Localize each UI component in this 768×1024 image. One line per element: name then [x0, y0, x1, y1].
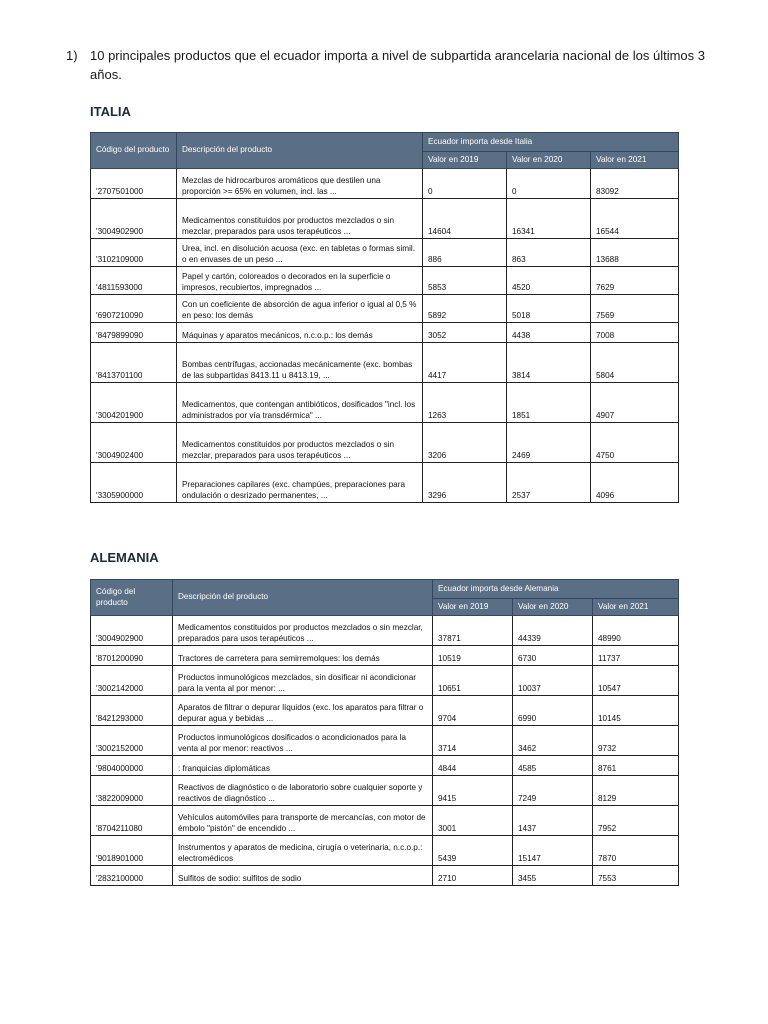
header-code: Código del producto [91, 133, 177, 169]
cell-code: '3004902900 [91, 199, 177, 239]
cell-value-2020: 15147 [513, 836, 593, 866]
cell-value-2020: 4438 [507, 323, 591, 343]
section-title-italia: ITALIA [90, 104, 131, 119]
cell-description: Medicamentos constituidos por productos mezclados o sin mezclar, preparados para usos terapéuticos ... [173, 616, 433, 646]
table-row [91, 423, 679, 463]
cell-code: '6907210090 [91, 295, 177, 323]
cell-value-2020: 5018 [507, 295, 591, 323]
cell-description: Reactivos de diagnóstico o de laboratorio sobre cualquier soporte y reactivos de diagnóstico ... [173, 776, 433, 806]
cell-value-2020: 10037 [513, 666, 593, 696]
cell-description: Sulfitos de sodio: sulfitos de sodio [173, 866, 433, 886]
header-description: Descripción del producto [177, 133, 423, 169]
table-row [91, 696, 679, 726]
cell-value-2020: 4585 [513, 756, 593, 776]
cell-code: '3002142000 [91, 666, 173, 696]
cell-code: '4811593000 [91, 267, 177, 295]
cell-description: Máquinas y aparatos mecánicos, n.c.o.p.: los demás [177, 323, 423, 343]
cell-value-2021: 8761 [593, 756, 679, 776]
cell-code: '3102109000 [91, 239, 177, 267]
header-2020: Valor en 2020 [507, 152, 591, 169]
cell-value-2019: 5439 [433, 836, 513, 866]
cell-value-2019: 10519 [433, 646, 513, 666]
cell-description: Vehículos automóviles para transporte de mercancías, con motor de émbolo "pistón" de encendido ... [173, 806, 433, 836]
cell-value-2020: 6990 [513, 696, 593, 726]
cell-description: Medicamentos, que contengan antibióticos, dosificados "incl. los administrados por vía transdérmica" ... [177, 383, 423, 423]
cell-code: '3822009000 [91, 776, 173, 806]
cell-value-2021: 13688 [591, 239, 679, 267]
table-row [91, 616, 679, 646]
cell-value-2020: 16341 [507, 199, 591, 239]
cell-description: Tractores de carretera para semirremolques: los demás [173, 646, 433, 666]
cell-code: '8413701100 [91, 343, 177, 383]
table-row [91, 726, 679, 756]
table-row [91, 463, 679, 503]
cell-value-2021: 9732 [593, 726, 679, 756]
question [66, 46, 706, 84]
cell-value-2019: 5892 [423, 295, 507, 323]
table-row [91, 646, 679, 666]
cell-value-2021: 8129 [593, 776, 679, 806]
cell-value-2021: 11737 [593, 646, 679, 666]
cell-code: '9804000000 [91, 756, 173, 776]
cell-value-2020: 0 [507, 169, 591, 199]
cell-value-2020: 2469 [507, 423, 591, 463]
table-row [91, 323, 679, 343]
cell-value-2021: 7870 [593, 836, 679, 866]
cell-code: '8421293000 [91, 696, 173, 726]
cell-code: '9018901000 [91, 836, 173, 866]
cell-code: '8704211080 [91, 806, 173, 836]
cell-description: Preparaciones capilares (exc. champúes, preparaciones para ondulación o desrizado permanentes, ... [177, 463, 423, 503]
cell-value-2019: 3052 [423, 323, 507, 343]
question-text: 10 principales productos que el ecuador importa a nivel de subpartida arancelaria nacional de los últimos 3 años. [90, 48, 705, 82]
table-row [91, 239, 679, 267]
cell-description: Urea, incl. en disolución acuosa (exc. en tabletas o formas simil. o en envases de un peso ... [177, 239, 423, 267]
header-2019: Valor en 2019 [433, 599, 513, 616]
cell-code: '8701200090 [91, 646, 173, 666]
cell-value-2020: 44339 [513, 616, 593, 646]
header-code: Código del producto [91, 580, 173, 616]
cell-value-2019: 9415 [433, 776, 513, 806]
cell-value-2019: 0 [423, 169, 507, 199]
cell-code: '2707501000 [91, 169, 177, 199]
header-2021: Valor en 2021 [591, 152, 679, 169]
header-row [91, 133, 679, 152]
cell-value-2020: 4520 [507, 267, 591, 295]
cell-code: '3004902900 [91, 616, 173, 646]
cell-code: '3004201900 [91, 383, 177, 423]
table-row [91, 806, 679, 836]
cell-value-2019: 5853 [423, 267, 507, 295]
table-row [91, 383, 679, 423]
table-row [91, 666, 679, 696]
cell-description: Bombas centrífugas, accionadas mecánicamente (exc. bombas de las subpartidas 8413.11 u 8413.19, ... [177, 343, 423, 383]
cell-value-2019: 4417 [423, 343, 507, 383]
cell-value-2020: 6730 [513, 646, 593, 666]
cell-value-2019: 2710 [433, 866, 513, 886]
cell-description: Aparatos de filtrar o depurar líquidos (exc. los aparatos para filtrar o depurar agua y bebidas ... [173, 696, 433, 726]
cell-value-2019: 1263 [423, 383, 507, 423]
cell-value-2019: 9704 [433, 696, 513, 726]
section-title-alemania: ALEMANIA [90, 550, 159, 565]
header-2020: Valor en 2020 [513, 599, 593, 616]
cell-code: '3305900000 [91, 463, 177, 503]
table-row [91, 866, 679, 886]
header-row [91, 580, 679, 599]
cell-value-2021: 4907 [591, 383, 679, 423]
header-2021: Valor en 2021 [593, 599, 679, 616]
cell-value-2020: 3814 [507, 343, 591, 383]
cell-value-2019: 3001 [433, 806, 513, 836]
cell-value-2020: 7249 [513, 776, 593, 806]
cell-description: Productos inmunológicos dosificados o acondicionados para la venta al por menor: reactivos ... [173, 726, 433, 756]
cell-code: '3002152000 [91, 726, 173, 756]
cell-value-2020: 2537 [507, 463, 591, 503]
cell-description: Medicamentos constituidos por productos mezclados o sin mezclar, preparados para usos terapéuticos ... [177, 199, 423, 239]
cell-description: : franquicias diplomáticas [173, 756, 433, 776]
cell-code: '3004902400 [91, 423, 177, 463]
cell-value-2021: 16544 [591, 199, 679, 239]
cell-value-2020: 1437 [513, 806, 593, 836]
cell-value-2019: 4844 [433, 756, 513, 776]
cell-value-2019: 10651 [433, 666, 513, 696]
cell-description: Medicamentos constituidos por productos mezclados o sin mezclar, preparados para usos terapéuticos ... [177, 423, 423, 463]
cell-value-2019: 3296 [423, 463, 507, 503]
cell-code: '8479899090 [91, 323, 177, 343]
header-2019: Valor en 2019 [423, 152, 507, 169]
cell-code: '2832100000 [91, 866, 173, 886]
table-row [91, 836, 679, 866]
cell-value-2020: 1851 [507, 383, 591, 423]
cell-value-2021: 7629 [591, 267, 679, 295]
cell-value-2021: 7553 [593, 866, 679, 886]
table-row [91, 199, 679, 239]
cell-value-2021: 83092 [591, 169, 679, 199]
cell-value-2021: 4750 [591, 423, 679, 463]
cell-value-2021: 7952 [593, 806, 679, 836]
table-row [91, 267, 679, 295]
cell-value-2019: 3206 [423, 423, 507, 463]
cell-value-2021: 4096 [591, 463, 679, 503]
header-group: Ecuador importa desde Italia [423, 133, 679, 152]
cell-value-2021: 10547 [593, 666, 679, 696]
cell-value-2020: 3462 [513, 726, 593, 756]
cell-value-2021: 5804 [591, 343, 679, 383]
cell-value-2019: 37871 [433, 616, 513, 646]
cell-description: Papel y cartón, coloreados o decorados en la superficie o impresos, recubiertos, impregnados ... [177, 267, 423, 295]
cell-description: Con un coeficiente de absorción de agua inferior o igual al 0,5 % en peso: los demás [177, 295, 423, 323]
question-number: 1) [66, 48, 78, 63]
cell-description: Instrumentos y aparatos de medicina, cirugía o veterinaria, n.c.o.p.: electromédicos [173, 836, 433, 866]
table-row [91, 343, 679, 383]
cell-value-2019: 886 [423, 239, 507, 267]
table-row [91, 756, 679, 776]
table-row [91, 295, 679, 323]
table-alemania [90, 579, 679, 886]
cell-description: Productos inmunológicos mezclados, sin dosificar ni acondicionar para la venta al por menor: ... [173, 666, 433, 696]
cell-value-2021: 10145 [593, 696, 679, 726]
cell-value-2021: 7569 [591, 295, 679, 323]
cell-value-2021: 48990 [593, 616, 679, 646]
cell-value-2019: 14604 [423, 199, 507, 239]
header-group: Ecuador importa desde Alemania [433, 580, 679, 599]
header-description: Descripción del producto [173, 580, 433, 616]
cell-value-2020: 863 [507, 239, 591, 267]
cell-description: Mezclas de hidrocarburos aromáticos que destilen una proporción >= 65% en volumen, incl. las ... [177, 169, 423, 199]
cell-value-2020: 3455 [513, 866, 593, 886]
cell-value-2021: 7008 [591, 323, 679, 343]
table-row [91, 169, 679, 199]
cell-value-2019: 3714 [433, 726, 513, 756]
table-row [91, 776, 679, 806]
table-italia [90, 132, 679, 503]
